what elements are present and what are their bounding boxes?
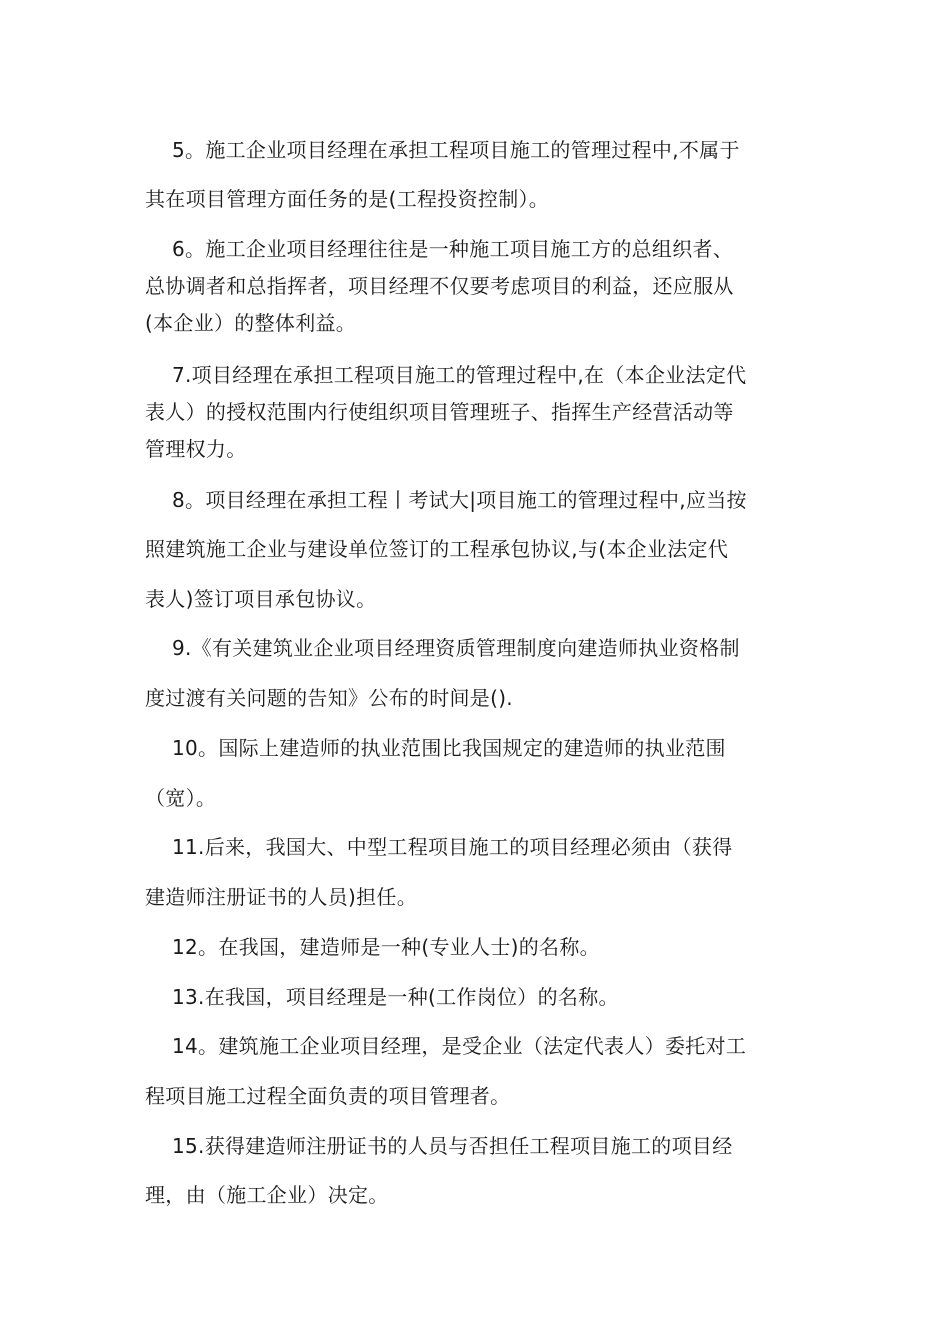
item-11-line-2: 建造师注册证书的人员)担任。 bbox=[145, 885, 418, 909]
item-7-line-1: 7.项目经理在承担工程项目施工的管理过程中,在（本企业法定代 bbox=[172, 363, 747, 387]
item-12-line-1: 12。在我国，建造师是一种(专业人士)的名称。 bbox=[172, 935, 600, 959]
item-6-line-3: (本企业）的整体利益。 bbox=[145, 311, 357, 335]
item-15-line-1: 15.获得建造师注册证书的人员与否担任工程项目施工的项目经 bbox=[172, 1134, 733, 1158]
item-14-line-2: 程项目施工过程全面负责的项目管理者。 bbox=[145, 1084, 511, 1108]
item-8-line-3: 表人)签订项目承包协议。 bbox=[145, 587, 377, 611]
item-6-line-1: 6。施工企业项目经理往往是一种施工项目施工方的总组织者、 bbox=[172, 237, 734, 261]
item-10-line-1: 10。国际上建造师的执业范围比我国规定的建造师的执业范围 bbox=[172, 736, 726, 760]
item-5-line-1: 5。施工企业项目经理在承担工程项目施工的管理过程中,不属于 bbox=[172, 138, 740, 162]
item-15-line-2: 理，由（施工企业）决定。 bbox=[145, 1183, 389, 1207]
item-11-line-1: 11.后来，我国大、中型工程项目施工的项目经理必须由（获得 bbox=[172, 835, 733, 859]
item-14-line-1: 14。建筑施工企业项目经理，是受企业（法定代表人）委托对工 bbox=[172, 1034, 747, 1058]
item-10-line-2: （宽）。 bbox=[145, 786, 217, 810]
item-8-line-1: 8。项目经理在承担工程丨考试大|项目施工的管理过程中,应当按 bbox=[172, 488, 747, 512]
item-6-line-2: 总协调者和总指挥者，项目经理不仅要考虑项目的利益，还应服从 bbox=[145, 274, 734, 298]
item-8-line-2: 照建筑施工企业与建设单位签订的工程承包协议,与(本企业法定代 bbox=[145, 537, 729, 561]
item-9-line-2: 度过渡有关问题的告知》公布的时间是(). bbox=[145, 686, 513, 710]
item-13-line-1: 13.在我国，项目经理是一种(工作岗位）的名称。 bbox=[172, 985, 619, 1009]
item-7-line-2: 表人）的授权范围内行使组织项目管理班子、指挥生产经营活动等 bbox=[145, 400, 734, 424]
item-9-line-1: 9.《有关建筑业企业项目经理资质管理制度向建造师执业资格制 bbox=[172, 636, 740, 660]
item-5-line-2: 其在项目管理方面任务的是(工程投资控制）。 bbox=[145, 187, 550, 211]
item-7-line-3: 管理权力。 bbox=[145, 437, 247, 461]
